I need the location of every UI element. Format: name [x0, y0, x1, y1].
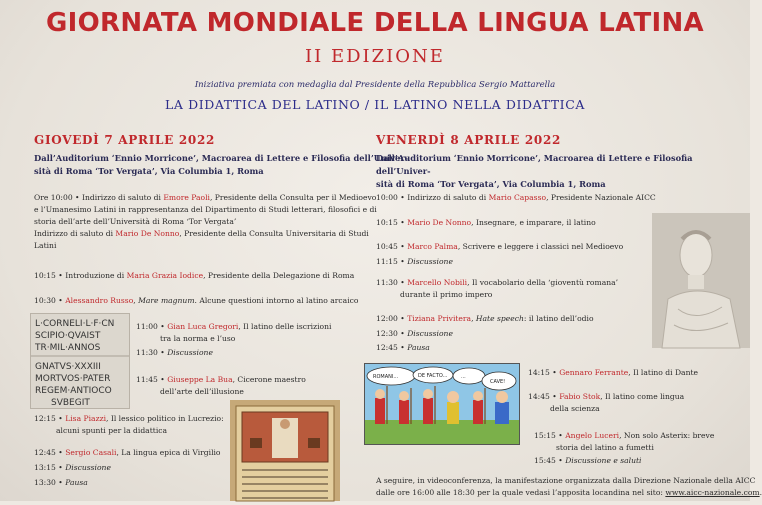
day1-heading: GIOVEDÌ 7 APRILE 2022 [34, 133, 216, 147]
comic-panel-icon [365, 364, 519, 444]
speaker-name: Emore Paoli [163, 193, 210, 202]
day1-event-1030: 10:30 • Alessandro Russo, Mare magnum. Alcune questioni intorno al latino arcaico [34, 296, 359, 305]
day1-event-1330: 13:30 • Pausa [34, 478, 88, 487]
inscription-line: GNATVS·XXXIII [35, 362, 101, 372]
day2-event-1415: 14:15 • Gennaro Ferrante, Il latino di Dante [528, 368, 699, 377]
day1-event-1100: 11:00 • Gian Luca Gregori, Il latino delle iscrizioni tra la norma e l’uso [136, 322, 332, 343]
comic-bubble-text: DE FACTO... [418, 373, 448, 379]
day2-venue: Dall’Auditorium ‘Ennio Morricone’, Macroarea di Lettere e Filosofia dell’Univer- sità di Roma ‘Tor Vergata’, Via Columbia 1, Roma [376, 153, 693, 189]
day1-event-1315: 13:15 • Discussione [34, 463, 111, 472]
day2-event-1515-block: 15:15 • Angelo Luceri, Non solo Asterix: breve storia del latino a fumetti [534, 431, 715, 452]
asterix-comic-image [364, 363, 520, 445]
day2-event-1200: 12:00 • Tiziana Privitera, Hate speech: il latino dell’odio [376, 314, 594, 323]
latin-inscription-image [30, 313, 130, 409]
day2-heading: VENERDÌ 8 APRILE 2022 [376, 133, 562, 147]
inscription-line: SCIPIO·QVAIST [35, 331, 101, 341]
day1-event-1215: 12:15 • Lisa Piazzi, Il lessico politico in Lucrezio: alcuni spunti per la didattica [34, 414, 224, 435]
day2-event-1545: 15:45 • Discussione e saluti [534, 456, 642, 465]
day2-event-1000: 10:00 • Indirizzo di saluto di Mario Capasso, Presidente Nazionale AICC [376, 193, 656, 202]
comic-bubble-text: ROMANI... [373, 374, 399, 380]
day2-event-1245: 12:45 • Pausa [376, 343, 430, 352]
day2-event-1130: 11:30 • Marcello Nobili, Il vocabolario della ‘gioventù romana’ durante il primo impero [376, 278, 619, 299]
inscription-line: L·CORNELI·L·F·CN [35, 319, 115, 329]
day2-event-1115: 11:15 • Discussione [376, 257, 453, 266]
comic-bubble-text: CAVE! [490, 379, 506, 385]
day1-event-1130: 11:30 • Discussione [136, 348, 213, 357]
statue-icon [652, 213, 750, 348]
comic-bubble-text: ... [461, 374, 466, 380]
day1-venue: Dall’Auditorium ‘Ennio Morricone’, Macroarea di Lettere e Filosofia dell’Univer- sità di Roma ‘Tor Vergata’, Via Columbia 1, Roma [34, 153, 409, 176]
footer-note: A seguire, in videoconferenza, la manifestazione organizzata dalla Direzione Nazionale della AICC dalle ore 16:00 alle 18:30 per la quale vedasi l’apposita locandina nel sito: www.aicc-nazionale.com. [376, 476, 762, 497]
day1-event-1145: 11:45 • Giuseppe La Bua, Cicerone maestro dell’arte dell’illusione [136, 375, 306, 396]
day1-event-1015: 10:15 • Introduzione di Maria Grazia Iodice, Presidente della Delegazione di Roma [34, 271, 355, 280]
aicc-website-link[interactable]: www.aicc-nazionale.com [665, 488, 760, 497]
page-title: GIORNATA MONDIALE DELLA LINGUA LATINA [46, 8, 704, 38]
speaker-name: Mario De Nonno [115, 229, 180, 238]
inscription-icon [31, 314, 129, 408]
inscription-line: TR·MIL·ANNOS [35, 343, 101, 353]
roman-statue-image [652, 213, 750, 348]
day2-event-1445: 14:45 • Fabio Stok, Il latino come lingua della scienza [528, 392, 685, 413]
theme-subtitle: LA DIDATTICA DEL LATINO / IL LATINO NELLA DIDATTICA [164, 97, 586, 112]
day2-event-1230: 12:30 • Discussione [376, 329, 453, 338]
award-note: Iniziativa premiata con medaglia dal Presidente della Repubblica Sergio Mattarella [194, 80, 556, 90]
day1-event-1245: 12:45 • Sergio Casali, La lingua epica di Virgilio [34, 448, 221, 457]
day2-event-1015: 10:15 • Mario De Nonno, Insegnare, e imparare, il latino [376, 218, 596, 227]
inscription-line: SVBEGIT [51, 398, 90, 408]
day2-event-1045: 10:45 • Marco Palma, Scrivere e leggere i classici nel Medioevo [376, 242, 624, 251]
edition-label: II EDIZIONE [305, 46, 445, 67]
manuscript-illustration-icon [230, 400, 340, 501]
manuscript-image [230, 400, 340, 501]
day1-opening: Ore 10:00 • Indirizzo di saluto di Emore Paoli, Presidente della Consulta per il Medioevo e l’Umanesimo Latini in rappresentanza del Dipartimento di Studi letterari, filosofici e di storia dell’arte dell’Università di Roma ‘Tor Vergata’ Indirizzo di saluto di Mario De Nonno, Presidente della Consulta Universitaria di Studi Latini [34, 193, 377, 250]
inscription-line: MORTVOS·PATER [35, 374, 111, 384]
inscription-line: REGEM·ANTIOCO [35, 386, 112, 396]
